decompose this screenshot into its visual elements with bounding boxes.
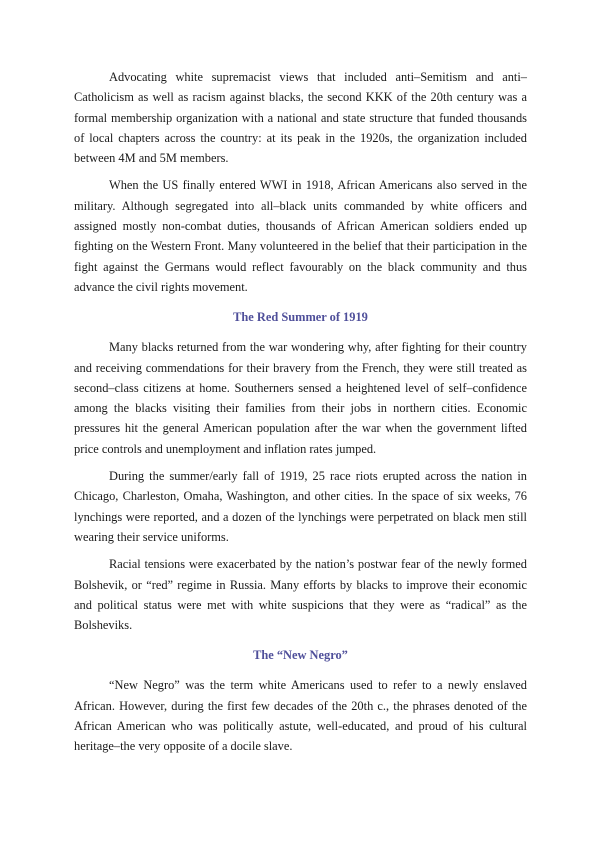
section-heading-new-negro: The “New Negro” xyxy=(253,648,348,663)
paragraph-spacer xyxy=(74,459,527,466)
section-heading-red-summer: The Red Summer of 1919 xyxy=(233,310,368,325)
paragraph-kkk: Advocating white supremacist views that included anti–Semitism and anti–Catholicism as well as racism against blacks, the second KKK of the 20th century was a formal membership organization with a national and state structure that funded thousands of local chapters across the country: at its peak in the 1920s, the organization included between 4M and 5M members. xyxy=(74,70,527,166)
document-page xyxy=(74,67,527,757)
paragraph-returned-from-war: Many blacks returned from the war wondering why, after fighting for their country and receiving commendations for their bravery from the French, they were still treated as second–class citizens at home. Southerners sensed a heightened level of self–confidence among the blacks visiting their families from their jobs in northern cities. Economic pressures hit the general American population after the war when the government lifted price controls and unemployment and inflation rates jumped. xyxy=(74,340,527,456)
paragraph-racial-tensions: Racial tensions were exacerbated by the nation’s postwar fear of the newly formed Bolshevik, or “red” regime in Russia. Many efforts by blacks to improve their economic and political status were met with white suspicions that they were as “radical” as the Bolsheviks. xyxy=(74,557,527,633)
paragraph-race-riots: During the summer/early fall of 1919, 25 race riots erupted across the nation in Chicago, Charleston, Omaha, Washington, and other cities. In the space of six weeks, 76 lynchings were reported, and a dozen of the lynchings were perpetrated on black men still wearing their service uniforms. xyxy=(74,469,527,544)
paragraph-new-negro-term: “New Negro” was the term white Americans used to refer to a newly enslaved African. However, during the first few decades of the 20th c., the phrases denoted of the African American who was politically astute, well-educated, and proud of his cultural heritage–the very opposite of a docile slave. xyxy=(74,678,527,754)
paragraph-spacer xyxy=(74,168,527,175)
paragraph-wwi: When the US finally entered WWI in 1918, African Americans also served in the military. Although segregated into all–black units commanded by white officers and assigned mostly non-combat duties, thousands of African American soldiers ended up fighting on the Western Front. Many volunteered in the belief that their participation in the fight against the Germans would reflect favourably on the black community and thus advance the civil rights movement. xyxy=(74,178,527,294)
paragraph-spacer xyxy=(74,547,527,554)
